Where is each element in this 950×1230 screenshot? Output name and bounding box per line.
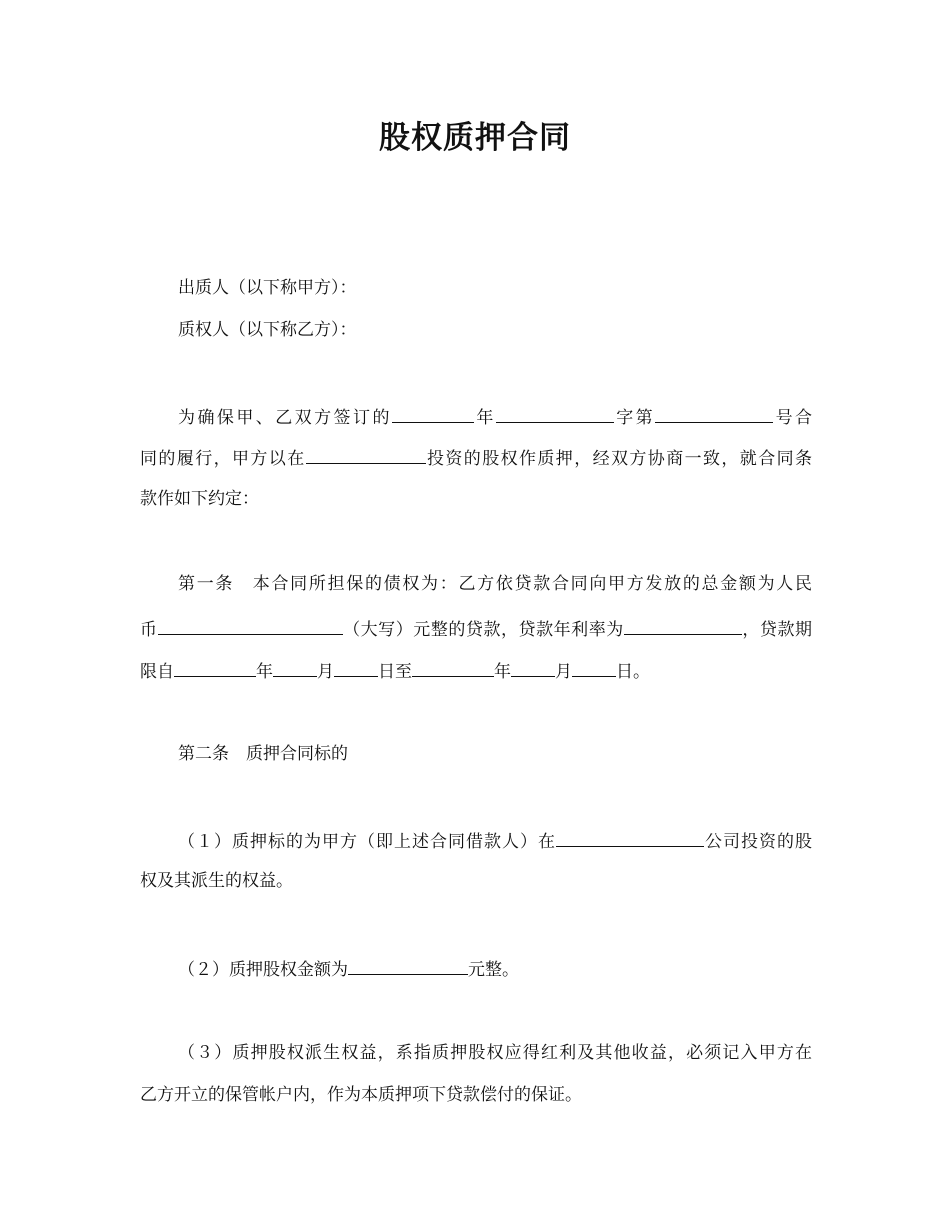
end-month-blank	[511, 657, 555, 677]
loan-amount-blank	[158, 615, 343, 635]
preamble-line-2	[140, 444, 812, 468]
article1-line-3	[140, 657, 812, 681]
contract-char-blank	[496, 403, 614, 423]
end-year-blank	[412, 657, 494, 677]
preamble-text: 号合	[773, 408, 813, 428]
preamble-text: 同的履行，甲方以在	[140, 449, 306, 469]
interest-rate-blank	[624, 615, 742, 635]
article1-text: 日至	[378, 662, 412, 682]
article1-line-1: 第一条 本合同所担保的债权为：乙方依贷款合同向甲方发放的总金额为人民	[178, 574, 812, 594]
article2-item3-line-2: 乙方开立的保管帐户内，作为本质押项下贷款偿付的保证。	[140, 1085, 582, 1105]
article1-text: （大写）元整的贷款，贷款年利率为	[342, 620, 624, 640]
article2-item1-line-1	[178, 827, 812, 851]
pledge-amount-blank	[348, 955, 468, 975]
end-day-blank	[572, 657, 616, 677]
start-month-blank	[273, 657, 317, 677]
pledgee-line: 质权人（以下称乙方）：	[178, 320, 357, 340]
article1-text: 月	[317, 662, 334, 682]
pledgor-line: 出质人（以下称甲方）：	[178, 278, 357, 298]
article2-item2	[178, 955, 812, 979]
article2-text: 公司投资的股	[704, 832, 812, 852]
article1-text: 年	[256, 662, 273, 682]
article2-item1-line-2: 权及其派生的权益。	[140, 871, 293, 891]
article1-text: 月	[555, 662, 572, 682]
start-day-blank	[334, 657, 378, 677]
article1-text: 年	[494, 662, 511, 682]
article1-line-2	[140, 615, 812, 639]
article1-text: 币	[140, 620, 158, 640]
article2-text: （１）质押标的为甲方（即上述合同借款人）在	[178, 832, 556, 852]
preamble-text: 投资的股权作质押，经双方协商一致，就合同条	[425, 449, 813, 469]
article1-text: 限自	[140, 662, 174, 682]
invested-company-blank	[306, 444, 426, 464]
start-year-blank	[174, 657, 256, 677]
article1-text: ，贷款期	[741, 620, 813, 640]
contract-number-blank	[655, 403, 773, 423]
preamble-line-1	[178, 403, 812, 427]
preamble-line-3: 款作如下约定：	[140, 489, 259, 509]
preamble-text: 年	[473, 408, 496, 428]
preamble-text: 为确保甲、乙双方签订的	[178, 408, 392, 428]
article1-text: 日。	[616, 662, 650, 682]
article2-heading: 第二条 质押合同标的	[178, 744, 348, 764]
pledge-company-blank	[556, 827, 704, 847]
article2-item3-line-1: （３）质押股权派生权益，系指质押股权应得红利及其他收益，必须记入甲方在	[178, 1043, 812, 1063]
preamble-text: 字第	[613, 408, 656, 428]
article2-text: （２）质押股权金额为	[178, 960, 348, 980]
document-title: 股权质押合同	[379, 120, 571, 156]
article2-text: 元整。	[468, 960, 519, 980]
contract-year-blank	[392, 403, 474, 423]
